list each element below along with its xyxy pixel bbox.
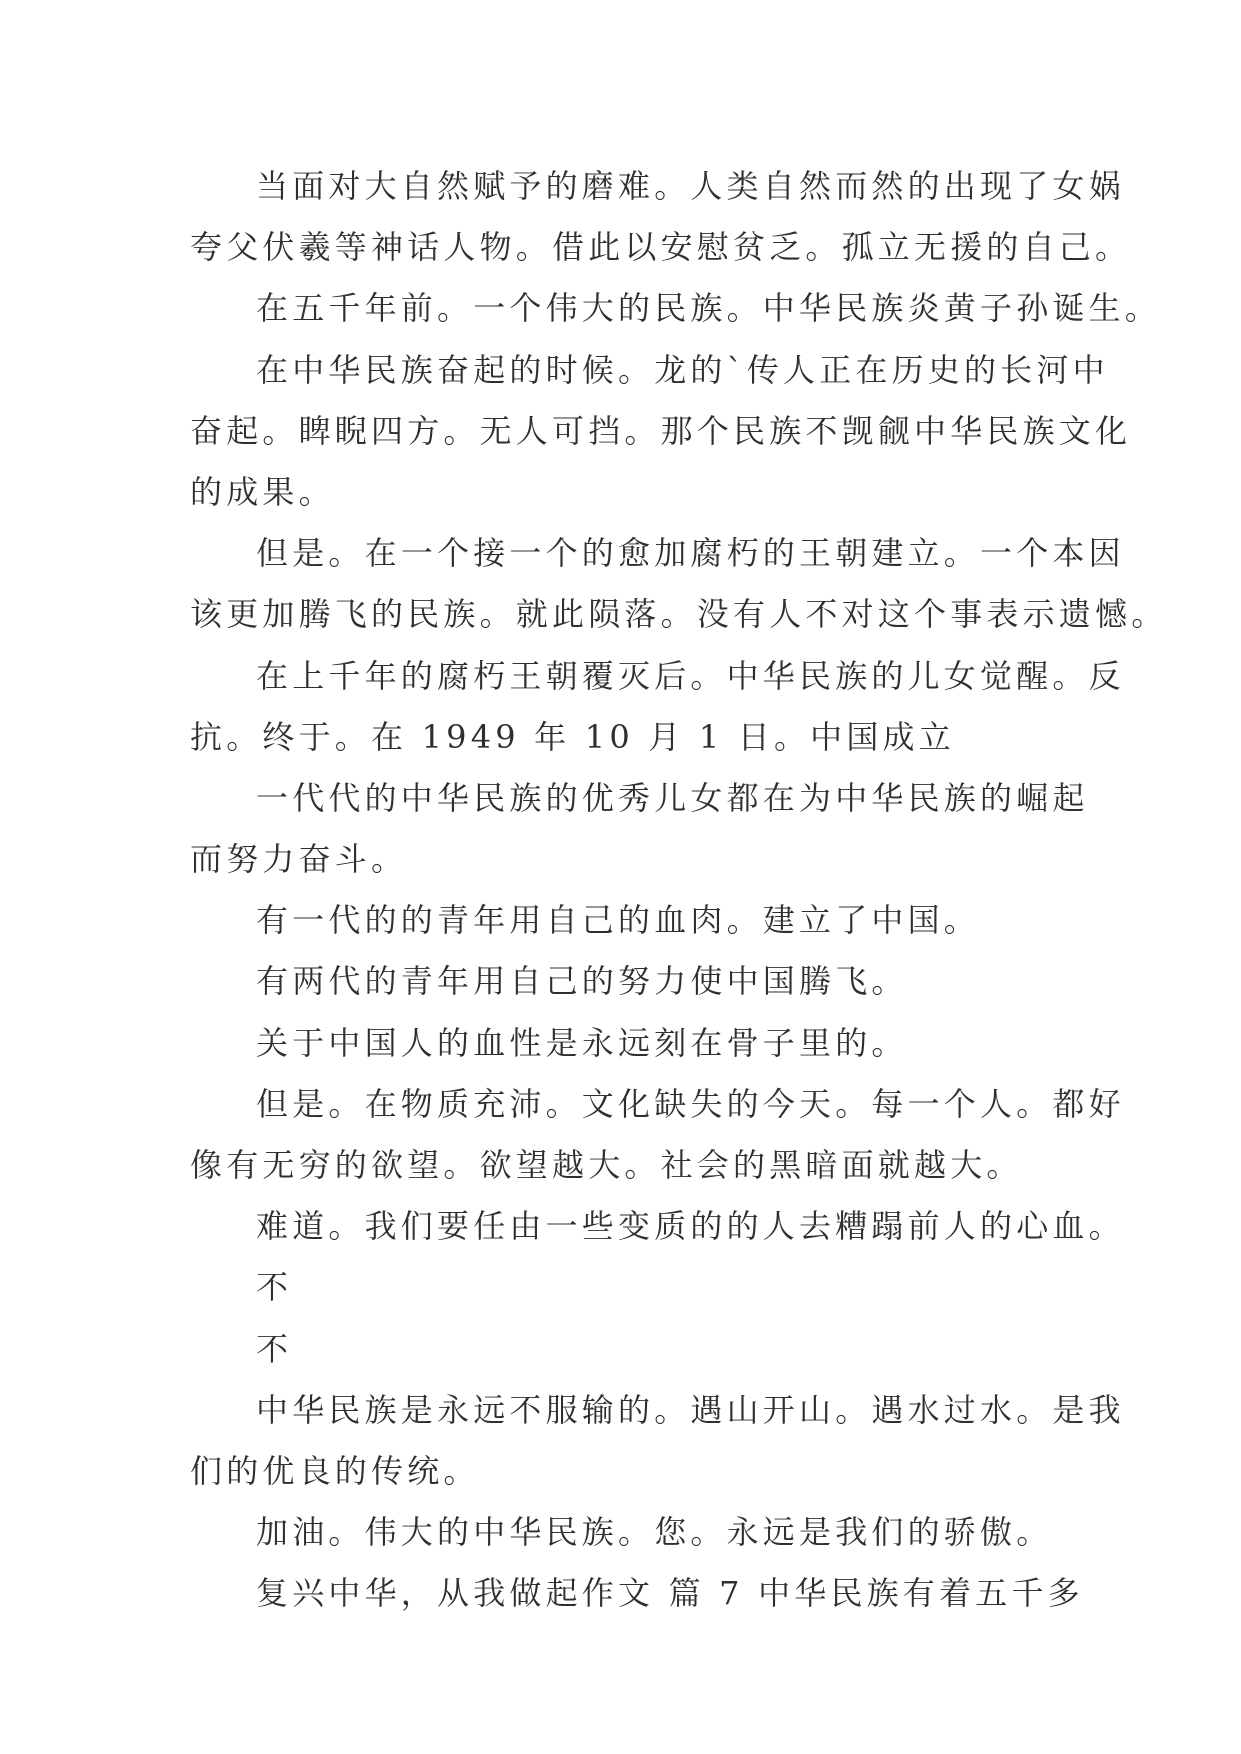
text-line: 像有无穷的欲望。欲望越大。社会的黑暗面就越大。 — [190, 1146, 1023, 1184]
text-line: 该更加腾飞的民族。就此陨落。没有人不对这个事表示遗憾。 — [190, 595, 1168, 634]
text-line: 不 — [256, 1329, 293, 1368]
text-line: 而努力奋斗。 — [190, 840, 408, 879]
text-line: 但是。在一个接一个的愈加腐朽的王朝建立。一个本因 — [256, 534, 1125, 573]
text-line: 抗。终于。在 1949 年 10 月 1 日。中国成立 — [190, 717, 955, 756]
text-line: 在上千年的腐朽王朝覆灭后。中华民族的儿女觉醒。反 — [256, 656, 1125, 695]
text-line: 中华民族是永远不服输的。遇山开山。遇水过水。是我 — [256, 1390, 1125, 1429]
text-line: 有一代的的青年用自己的血肉。建立了中国。 — [256, 901, 981, 940]
text-line: 不 — [256, 1268, 293, 1307]
text-line: 当面对大自然赋予的磨难。人类自然而然的出现了女娲 — [256, 167, 1125, 205]
text-line: 加油。伟大的中华民族。您。永远是我们的骄傲。 — [256, 1513, 1053, 1552]
text-line: 关于中国人的血性是永远刻在骨子里的。 — [256, 1023, 908, 1062]
text-line: 复兴中华，从我做起作文 篇 7 中华民族有着五千多 — [256, 1574, 1084, 1613]
text-line: 一代代的中华民族的优秀儿女都在为中华民族的崛起 — [256, 778, 1089, 817]
text-line: 有两代的青年用自己的努力使中国腾飞。 — [256, 962, 908, 1001]
text-line: 但是。在物质充沛。文化缺失的今天。每一个人。都好 — [256, 1084, 1125, 1123]
text-line: 在中华民族奋起的时候。龙的`传人正在历史的长河中 — [256, 350, 1109, 389]
text-line: 们的优良的传统。 — [190, 1451, 480, 1490]
text-line: 难道。我们要任由一些变质的的人去糟蹋前人的心血。 — [256, 1207, 1125, 1246]
text-line: 夸父伏羲等神话人物。借此以安慰贫乏。孤立无援的自己。 — [190, 228, 1132, 267]
text-line: 的成果。 — [190, 472, 335, 511]
text-line: 在五千年前。一个伟大的民族。中华民族炎黄子孙诞生。 — [256, 289, 1162, 328]
text-line: 奋起。睥睨四方。无人可挡。那个民族不觊觎中华民族文化 — [190, 411, 1132, 450]
article-body — [190, 156, 1168, 1625]
